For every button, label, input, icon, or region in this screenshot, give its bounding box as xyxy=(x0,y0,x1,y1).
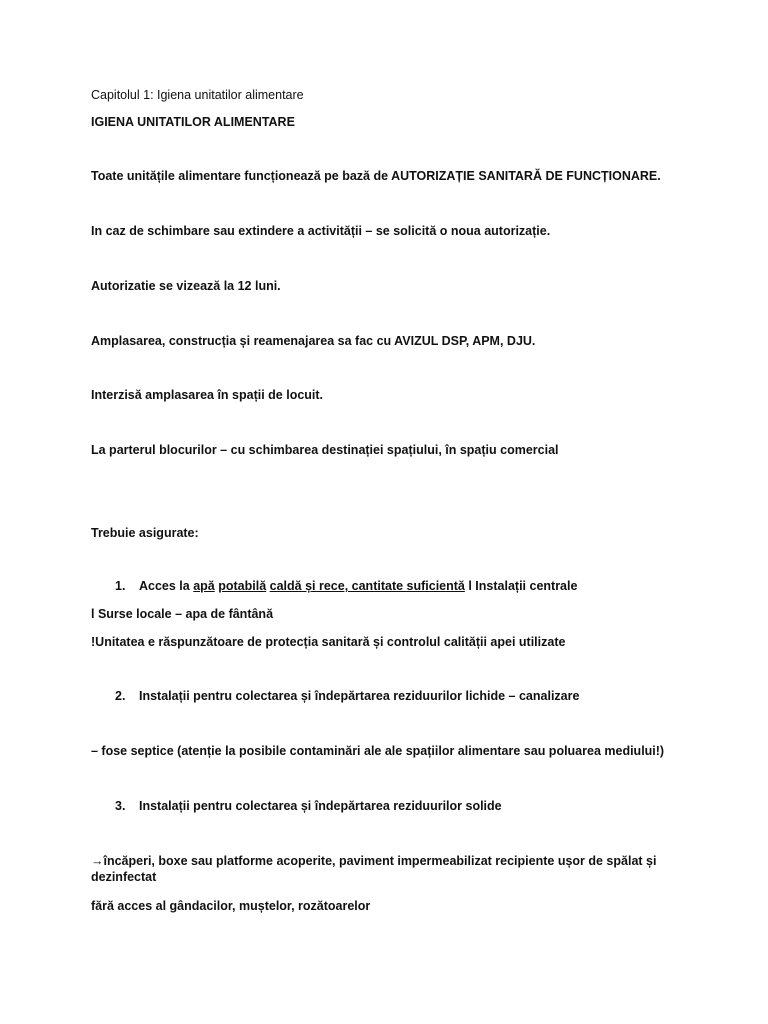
paragraph-prohibited: Interzisă amplasarea în spații de locuit. xyxy=(91,388,324,402)
underlined-text: apă xyxy=(193,579,215,593)
list-item-1-line-2: l Surse locale – apa de fântână xyxy=(91,607,274,621)
list-item-1-line-3: !Unitatea e răspunzătoare de protecția sanitară și controlul calității apei utilizate xyxy=(91,635,566,649)
paragraph-validity: Autorizatie se vizează la 12 luni. xyxy=(91,279,281,293)
list-number: 1. xyxy=(115,579,126,593)
list-item-2: 2. Instalații pentru colectarea și îndepărtarea reziduurilor lichide – canalizare xyxy=(115,689,580,703)
chapter-title: Capitolul 1: Igiena unitatilor alimentare xyxy=(91,88,304,102)
paragraph-construction: Amplasarea, construcția și reamenajarea sa fac cu AVIZUL DSP, APM, DJU. xyxy=(91,334,536,348)
list-number: 3. xyxy=(115,799,126,813)
underlined-text: caldă și rece, cantitate suficientă xyxy=(269,579,465,593)
heading: IGIENA UNITATILOR ALIMENTARE xyxy=(91,115,295,129)
list-item-3: 3. Instalații pentru colectarea și îndepărtarea reziduurilor solide xyxy=(115,799,502,813)
list-item-3-line-3: fără acces al gândacilor, muștelor, rozătoarelor xyxy=(91,899,371,913)
list-item-3-line-2: →încăperi, boxe sau platforme acoperite, paviment impermeabilizat recipiente ușor de spălat și dezinfectat xyxy=(91,854,657,884)
list-item-1: 1. Acces la apă potabilă caldă și rece, cantitate suficientă l Instalații centrale xyxy=(115,579,578,593)
paragraph-change: In caz de schimbare sau extindere a activității – se solicită o noua autorizație. xyxy=(91,224,551,238)
list-item-2-line-2: – fose septice (atenție la posibile contaminări ale ale spațiilor alimentare sau poluarea mediului!) xyxy=(91,744,665,758)
list-number: 2. xyxy=(115,689,126,703)
paragraph-ground-floor: La parterul blocurilor – cu schimbarea destinației spațiului, în spațiu comercial xyxy=(91,443,559,457)
underlined-text: potabilă xyxy=(218,579,267,593)
paragraph-authorization: Toate unitățile alimentare funcționează pe bază de AUTORIZAȚIE SANITARĂ DE FUNCȚIONARE. xyxy=(91,169,661,183)
paragraph-required: Trebuie asigurate: xyxy=(91,526,199,540)
